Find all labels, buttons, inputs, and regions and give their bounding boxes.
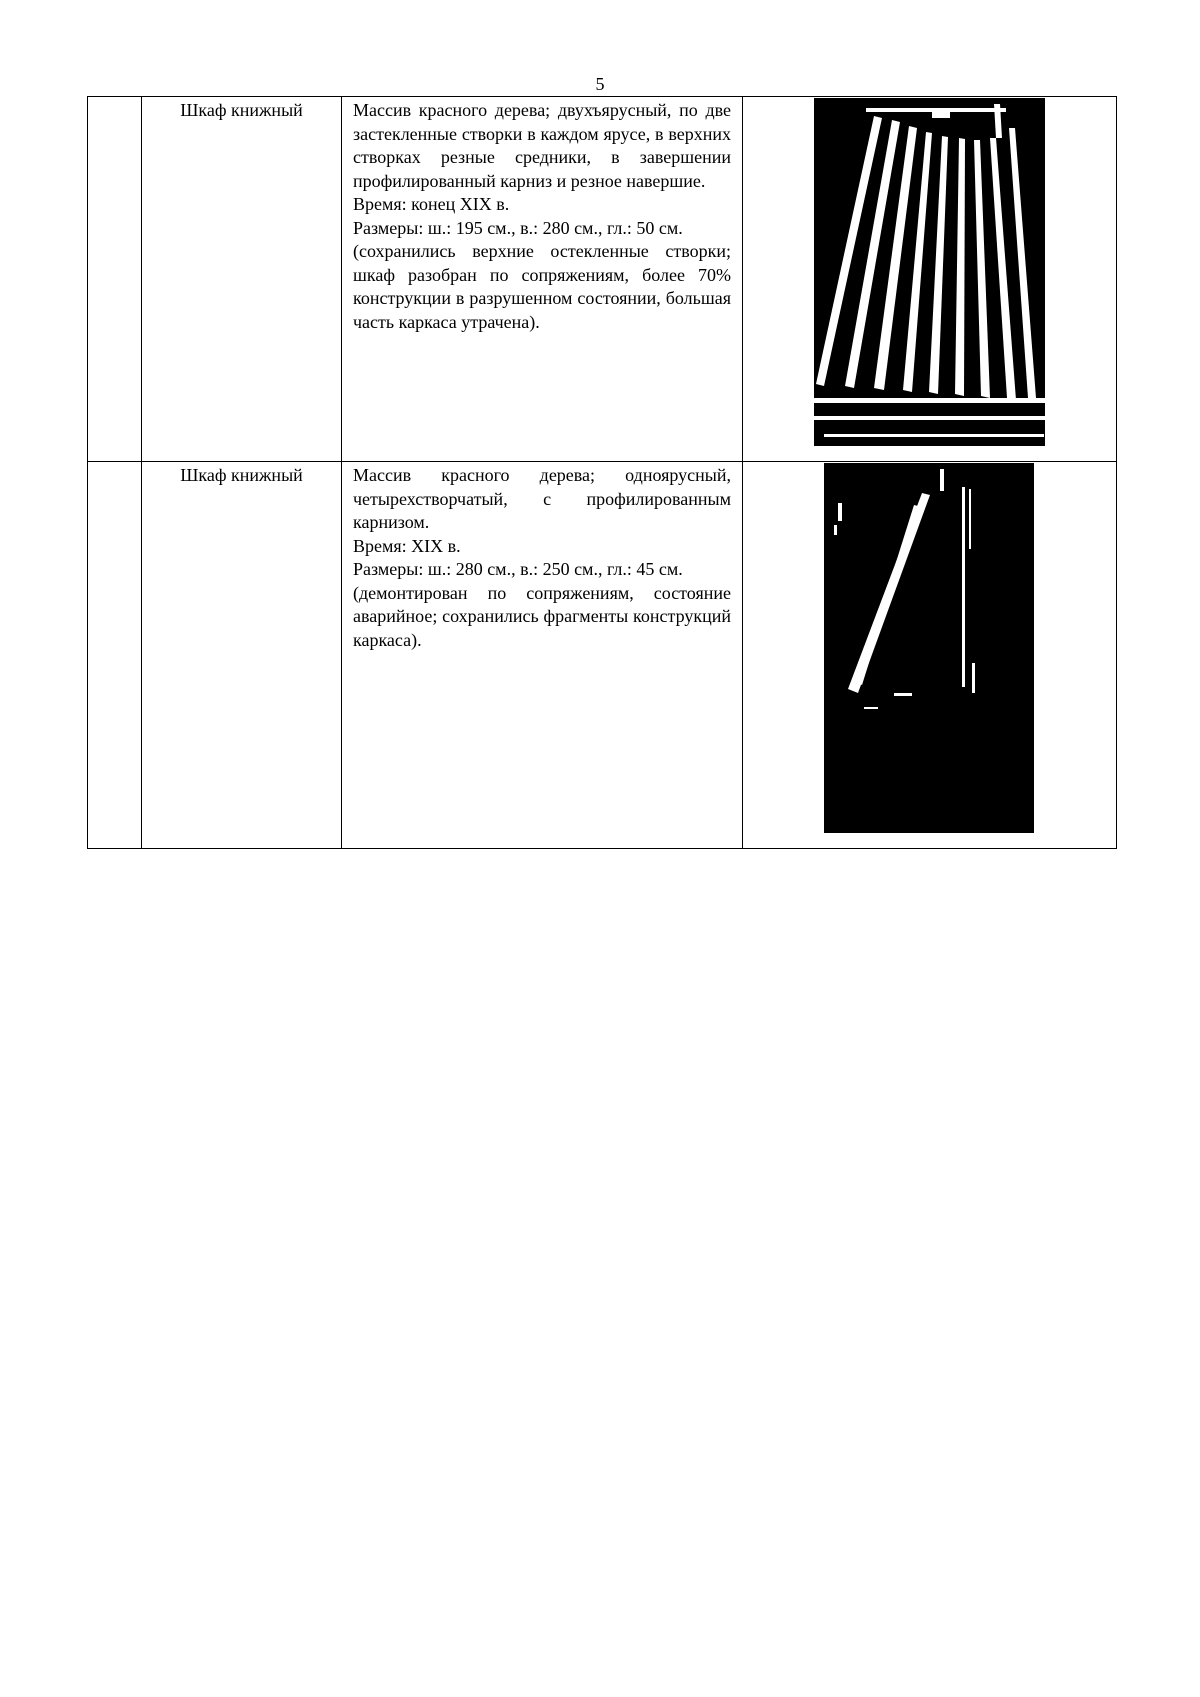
item-photo-cell: [743, 97, 1117, 462]
bookcase-photo: [814, 98, 1045, 446]
number-cell: [88, 462, 142, 849]
description-period: Время: XIX в.: [353, 535, 461, 556]
number-cell: [88, 97, 142, 462]
item-description-cell: [342, 462, 743, 849]
item-name-cell: [142, 97, 342, 462]
item-name-cell: [142, 462, 342, 849]
item-photo-cell: [743, 462, 1117, 849]
inventory-table: [87, 96, 1117, 849]
description-period: Время: конец XIX в.: [353, 194, 510, 214]
item-name: Шкаф книжный: [180, 100, 303, 120]
item-name: Шкаф книжный: [180, 465, 303, 485]
table-row: [88, 462, 1117, 849]
description-dimensions: Размеры: ш.: 195 см., в.: 280 см., гл.: 50 см.: [353, 217, 683, 238]
page-number: 5: [595, 74, 605, 94]
description-dimensions: Размеры: ш.: 280 см., в.: 250 см., гл.: 45 см.: [353, 559, 683, 579]
table-row: [88, 97, 1117, 462]
description-condition: (демонтирован по сопряжениям, состояние аварийное; сохранились фрагменты конструкций каркаса).: [353, 582, 731, 650]
description-condition: (сохранились верхние остекленные створки; шкаф разобран по сопряжениям, более 70% конструкции в разрушенном состоянии, большая часть каркаса утрачена).: [353, 241, 731, 332]
bookcase-photo: [824, 463, 1034, 833]
description-material: Массив красного дерева; одноярусный, четырехстворчатый, с профилированным карнизом.: [353, 465, 731, 532]
item-description-cell: [342, 97, 743, 462]
description-material: Массив красного дерева; двухъярусный, по две застекленные створки в каждом ярусе, в верхних створках резные средники, в завершении профилированный карниз и резное навершие.: [353, 100, 731, 191]
